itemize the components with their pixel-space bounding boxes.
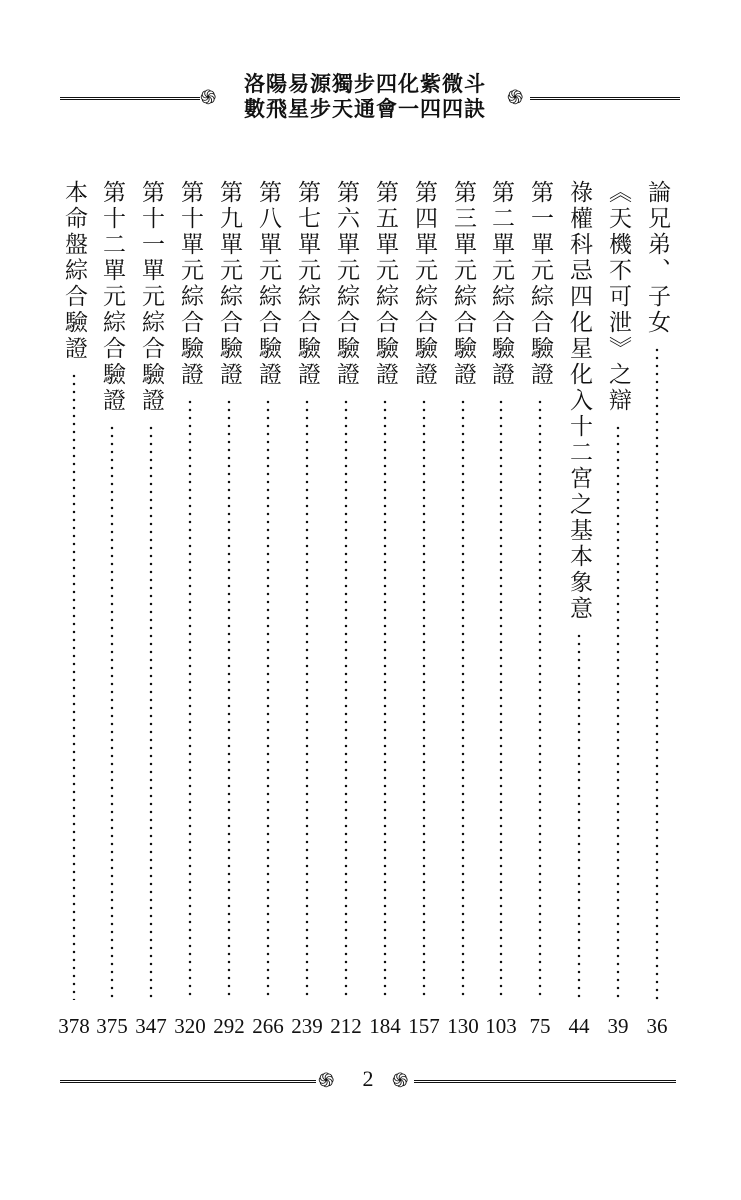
toc-dot-leader (499, 398, 503, 1000)
toc-dot-leader (344, 398, 348, 1000)
toc-entry-page-number: 266 (252, 1014, 284, 1038)
toc-entry-page-number: 36 (646, 1014, 668, 1038)
toc-entry-title: 第十二單元綜合驗證 (99, 180, 125, 414)
toc-entry[interactable] (175, 180, 205, 1040)
toc-entry-page-number: 103 (485, 1014, 517, 1038)
table-of-contents (0, 180, 741, 1040)
toc-entry-page-number: 292 (213, 1014, 245, 1038)
footer-ornament-right-icon: ֍ (392, 1068, 409, 1092)
toc-entry-page-number: 130 (447, 1014, 479, 1038)
toc-entry[interactable] (331, 180, 361, 1040)
toc-dot-leader (616, 424, 620, 1000)
footer-ornament-left-icon: ֍ (318, 1068, 335, 1092)
toc-entry-title: 祿權科忌四化星化入十二宮之基本象意 (566, 180, 592, 622)
toc-entry-title: 第八單元綜合驗證 (255, 180, 281, 388)
toc-entry-title: 論兄弟、子女 (644, 180, 670, 336)
toc-entry-page-number: 212 (330, 1014, 362, 1038)
toc-dot-leader (655, 346, 659, 1000)
toc-dot-leader (538, 398, 542, 1000)
toc-entry[interactable] (448, 180, 478, 1040)
toc-dot-leader (188, 398, 192, 1000)
toc-entry-title: 第三單元綜合驗證 (450, 180, 476, 388)
toc-entry[interactable] (603, 180, 633, 1040)
toc-entry-page-number: 378 (58, 1014, 90, 1038)
toc-entry-page-number: 39 (607, 1014, 629, 1038)
toc-entry-title: 第一單元綜合驗證 (527, 180, 553, 388)
header-ornament-right-icon: ֍ (507, 85, 524, 109)
toc-entry-title: 本命盤綜合驗證 (61, 180, 87, 362)
toc-entry-title: 第七單元綜合驗證 (294, 180, 320, 388)
toc-entry-page-number: 44 (568, 1014, 590, 1038)
toc-dot-leader (577, 632, 581, 1000)
header-title-line-2: 數飛星步天通會一四四訣 (244, 96, 486, 121)
toc-dot-leader (422, 398, 426, 1000)
toc-entry[interactable] (409, 180, 439, 1040)
header-title-line-1: 洛陽易源獨步四化紫微斗 (244, 71, 486, 96)
toc-entry[interactable] (136, 180, 166, 1040)
toc-entry-page-number: 239 (291, 1014, 323, 1038)
toc-entry[interactable] (59, 180, 89, 1040)
toc-entry[interactable] (486, 180, 516, 1040)
header-ornament-left-icon: ֍ (200, 85, 217, 109)
toc-entry-title: 第六單元綜合驗證 (333, 180, 359, 388)
toc-entry-title: 第十單元綜合驗證 (177, 180, 203, 388)
toc-entry-page-number: 184 (369, 1014, 401, 1038)
footer-rule-left (60, 1080, 316, 1083)
toc-dot-leader (383, 398, 387, 1000)
toc-dot-leader (266, 398, 270, 1000)
toc-entry-title: 第二單元綜合驗證 (488, 180, 514, 388)
toc-entry-title: 第五單元綜合驗證 (372, 180, 398, 388)
toc-entry-title: 第十一單元綜合驗證 (138, 180, 164, 414)
toc-entry-page-number: 157 (408, 1014, 440, 1038)
toc-entry[interactable] (564, 180, 594, 1040)
toc-dot-leader (305, 398, 309, 1000)
header-rule-left (60, 97, 200, 100)
toc-entry-title: 第四單元綜合驗證 (411, 180, 437, 388)
toc-entry-page-number: 347 (135, 1014, 167, 1038)
toc-dot-leader (149, 424, 153, 1000)
toc-dot-leader (72, 372, 76, 1000)
toc-entry[interactable] (292, 180, 322, 1040)
toc-entry[interactable] (253, 180, 283, 1040)
toc-entry[interactable] (642, 180, 672, 1040)
toc-entry[interactable] (97, 180, 127, 1040)
header-rule-right (530, 97, 680, 100)
toc-entry-page-number: 75 (529, 1014, 551, 1038)
toc-entry[interactable] (525, 180, 555, 1040)
page-number: 2 (362, 1066, 374, 1091)
toc-entry[interactable] (370, 180, 400, 1040)
toc-dot-leader (110, 424, 114, 1000)
footer-rule-right (414, 1080, 676, 1083)
toc-entry-page-number: 320 (174, 1014, 206, 1038)
toc-dot-leader (461, 398, 465, 1000)
toc-entry[interactable] (214, 180, 244, 1040)
toc-dot-leader (227, 398, 231, 1000)
toc-entry-title: 《天機不可泄》之辯 (605, 180, 631, 414)
toc-entry-title: 第九單元綜合驗證 (216, 180, 242, 388)
toc-entry-page-number: 375 (96, 1014, 128, 1038)
